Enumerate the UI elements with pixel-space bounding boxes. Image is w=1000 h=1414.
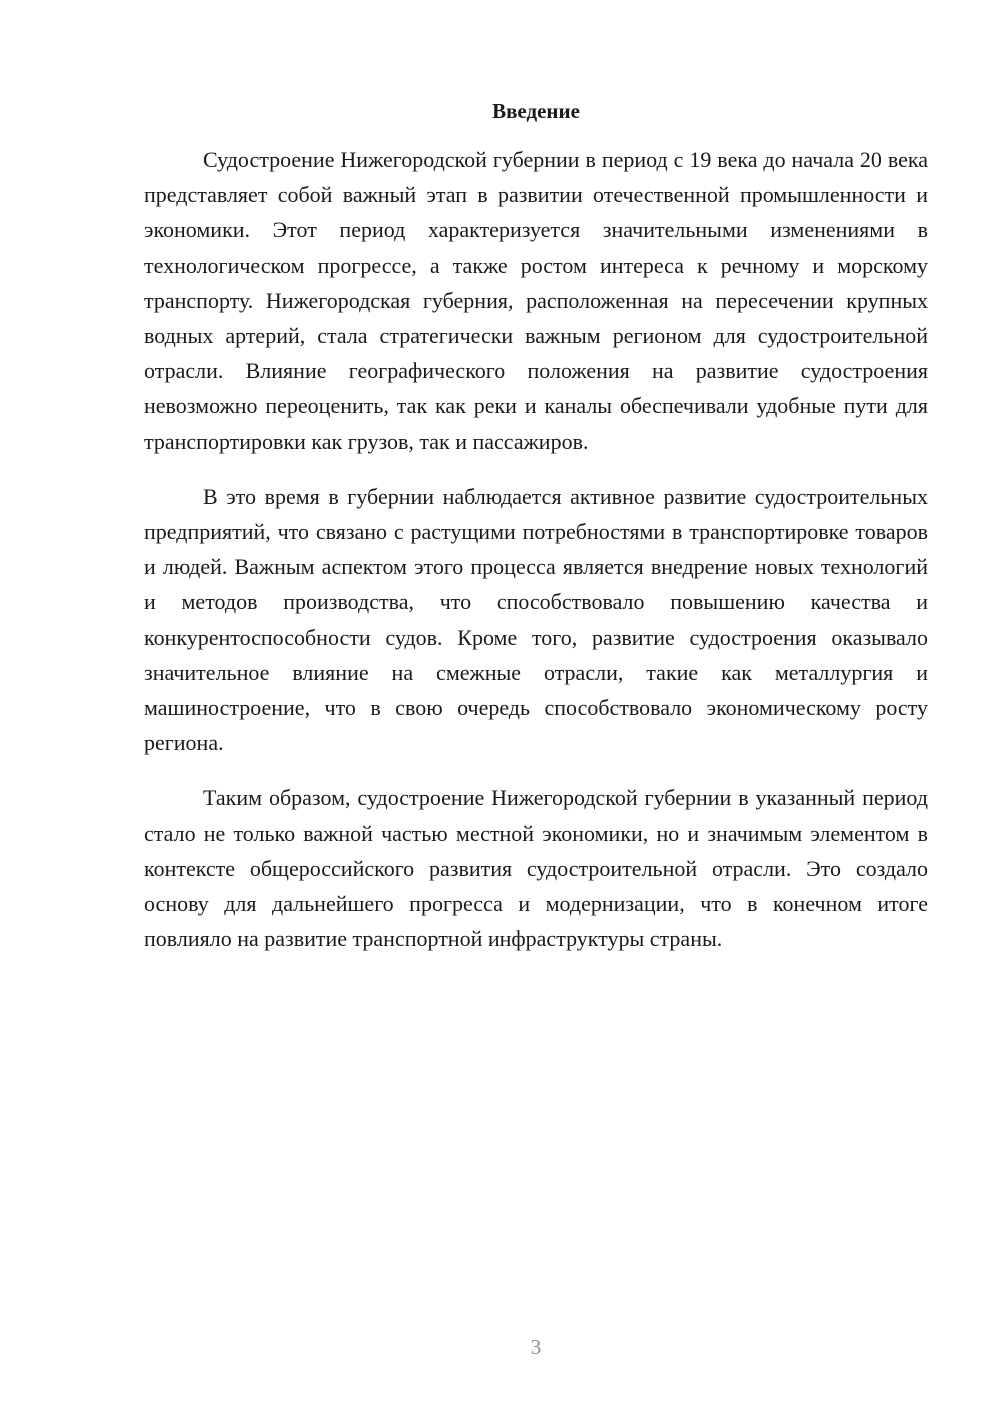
page-number: 3 — [530, 1335, 542, 1359]
paragraph-3: Таким образом, судостроение Нижегородской губернии в указанный период стало не только важной частью местной экономики, но и значимым элементом в контексте общероссийского развития судостроительной отрасли. Это создало основу для дальнейшего прогресса и модернизации, что в конечном итоге повлияло на развитие транспортной инфраструктуры страны. — [144, 785, 928, 952]
section-title: Введение — [492, 99, 580, 123]
paragraph-2: В это время в губернии наблюдается активное развитие судостроительных предприятий, что связано с растущими потребностями в транспортировке товаров и людей. Важным аспектом этого процесса является внедрение новых технологий и методов производства, что способствовало повышению качества и конкурентоспособности судов. Кроме того, развитие судостроения оказывало значительное влияние на смежные отрасли, такие как металлургия и машиностроение, что в свою очередь способствовало экономическому росту региона. — [144, 483, 928, 756]
paragraph-1: Судостроение Нижегородской губернии в период с 19 века до начала 20 века представляет собой важный этап в развитии отечественной промышленности и экономики. Этот период характеризуется значительными изменениями в технологическом прогрессе, а также ростом интереса к речному и морскому транспорту. Нижегородская губерния, расположенная на пересечении крупных водных артерий, стала стратегически важным регионом для судостроительной отрасли. Влияние географического положения на развитие судостроения невозможно переоценить, так как реки и каналы обеспечивали удобные пути для транспортировки как грузов, так и пассажиров. — [144, 147, 928, 454]
body-text — [144, 142, 928, 956]
